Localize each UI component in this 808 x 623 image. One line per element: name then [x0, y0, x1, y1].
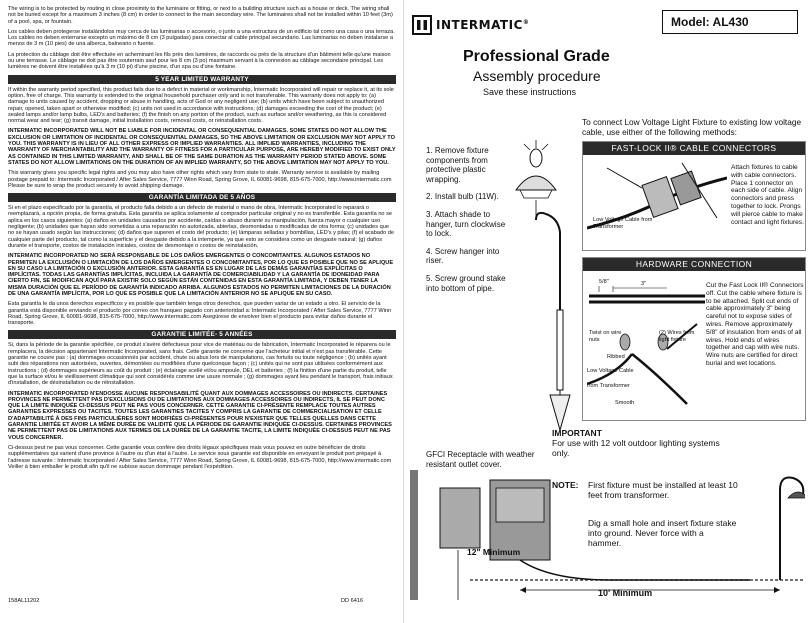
hardware-wiring-diagram	[587, 274, 705, 418]
doc-number: DD 6416	[341, 598, 364, 604]
warranty-es-rights: Esta garantía le da unos derechos específicos y es posible que también tenga otros derechos, que pueden variar de un estado a otro. El servicio de la garantía está disponible enviando el producto por correo con franqueo pagado con anterioridad a: Intermatic Incorporated / After Sales Service, 7777 Winn Road, Spring Grove, IL 60081-9698, 815-675-7000, http://www.intermatic.com Asegúrese de envolver bien el producto para evitar daños durante el transporte.	[8, 301, 392, 327]
ribbed-label: Ribbed	[607, 354, 625, 360]
gfci-label: GFCI Receptacle with weather resistant outlet cover.	[426, 450, 535, 469]
step-5: 5. Screw ground stake into bottom of pipe.	[426, 273, 506, 293]
warranty-heading-en: 5 YEAR LIMITED WARRANTY	[8, 75, 396, 84]
fastlock-connector-diagram	[587, 158, 727, 248]
column-divider	[403, 0, 404, 623]
ten-foot-minimum: 10' Minimum	[598, 588, 653, 598]
warranty-column	[8, 6, 396, 618]
fastlock-cable-label: Low Voltage Cable from Transformer	[593, 217, 653, 230]
warranty-en-rights: This warranty gives you specific legal rights and you may also have other rights which vary from state to state. Warranty service is available by mailing postage prepaid to: Intermatic Incorporated / After Sales Service, 7777 Winn Road, Spring Grove, IL 60081-9698, 815-675-7000, http://www.intermatic.com Please be sure to wrap the product securely to avoid shipping damage.	[8, 170, 392, 189]
warranty-fr-terms: Si, dans la période de la garantie spécifiée, ce produit s'avère défectueux pour vice de matériau ou de fabrication, Intermatic Incorporated le réparera ou le remplacera, la décision appartenant Intermatic Incorporated, sans frais. Cette garantie ne concerne que l'acheteur initial et n'est pas transférable. Cette garantie ne couvre pas : (a) dommages occasionnés par accident, chute ou abus lors de manipulations, cas fortuits ou toute négligence ; (b) unités ayant subi des réparations non autorisées, ouvertes, démontées ou modifiées d'une quelconque façon ; (c) unités qui ne sont pas utilisées conformément aux instructions ; (d) dommages supérieurs au coût du produit ; (e) éclairage scellé et/ou ampoule, DEL et batteries ; (f) la finition d'une partie du produit, telle que la surface et/ou le vieillissement climatique qui sont considérés comme une usure normale ; (g) dommages ayant lieu pendant le transport, frais initiaux d'installation, de désinstallation ou de réinstallation.	[8, 342, 393, 387]
step-1: 1. Remove fixture components from protective plastic wrapping.	[426, 146, 489, 184]
fixture-wires-label: (2) Wires from light fixture	[659, 330, 695, 343]
warranty-en-liability: INTERMATIC INCORPORATED WILL NOT BE LIABLE FOR INCIDENTAL OR CONSEQUENTIAL DAMAGES. SOME STATES DO NOT ALLOW THE EXCLUSION OR LIMITATION OF INCIDENTAL OR CONSEQUENTIAL DAMAGES, SO THE ABOVE LIMITATION OR EXCLUSION MAY NOT APPLY TO YOU. THIS WARRANTY IS IN LIEU OF ALL OTHER EXPRESS OR IMPLIED WARRANTIES. ALL IMPLIED WARRANTIES, INCLUDING THE WARRANTY OF MERCHANTABILITY AND THE WARRANTY OF FITNESS FOR A PARTICULAR PURPOSE, ARE HEREBY MODIFIED TO EXIST ONLY AS CONTAINED IN THIS LIMITED WARRANTY, AND SHALL BE OF THE SAME DURATION AS THE WARRANTY PERIOD STATED ABOVE. SOME STATES DO NOT ALLOW LIMITATIONS ON THE DURATION OF AN IMPLIED WARRANTY, SO THE ABOVE LIMITATION MAY NOT APPLY TO YOU.	[8, 128, 396, 166]
brand-name: INTERMATIC®	[436, 18, 530, 32]
warranty-fr-liability: INTERMATIC INCORPORATED N'ENDOSSE AUCUNE RESPONSABILITÉ QUANT AUX DOMMAGES ACCESSOIRES OU INDIRECTS. CERTAINES PROVINCES NE PERMETTENT PAS D'EXCLUSIONS OU DE LIMITATIONS AUX DOMMAGES ACCESSOIRES OU INDIRECTS, IL SE PEUT DONC QUE LA LIMITE INDIQUÉE CI-DESSUS PEUT NE PAS VOUS CONCERNER. CETTE GARANTIE CI-PRÉSENTE REMPLACE TOUTES AUTRES GARANTIES EXPRESSES OU TACITES. TOUTES LES GARANTIES TACITES Y COMPRIS LA GARANTIE DE COMMERCIALISATION ET CELLE D'ADAPTABILITÉ À DES FINS PARTICULIÈRES SONT MODIFIÉES CI-PRÉSENTES POUR N'EXISTER QUE TELLES QUELLES DANS CETTE GARANTIE LIMITÉE ET AVOIR LA MÊME DURÉE DE VALIDITÉ QUE LA PÉRIODE DE GARANTIE INDIQUÉE CI-DESSUS. CERTAINES PROVINCES NE PERMETTENT PAS DE LIMITATIONS AUX TERMES DE LA DURÉE DE LA GARANTIE TACITE, LA LIMITE INDIQUÉE CI-DESSUS PEUT NE PAS VOUS CONCERNER.	[8, 390, 392, 441]
smooth-label: Smooth	[615, 400, 635, 406]
warranty-heading-fr: GARANTIE LIMITÉE- 5 ANNÉES	[8, 330, 396, 339]
from-transformer-label: from Transformer	[587, 383, 630, 389]
wiring-note-es: Los cables deben protegerse instalándolos muy cerca de las luminarias o accesorio, o junto a una estructura de un edificio tal como una casa o una terraza. Los cables no deben enterrarse excepto un máximo de 8 cm (3 pulgadas) para conectar al cable principal secundario. Las luminarias no deben instalarse a menos de 3 m (10 pies) de una alberca, balneario o fuente.	[8, 28, 395, 48]
important-heading: IMPORTANT	[552, 428, 602, 438]
important-text: For use with 12 volt outdoor lighting systems only.	[552, 438, 720, 458]
step-2: 2. Install bulb (11W).	[426, 192, 499, 202]
warranty-es-terms: Si en el plazo especificado por la garantía, el producto falla debido a un defecto de material o mano de obra, Intermatic Incorporated lo reparará o reemplazará, a opción propia, de forma gratuita. Esta garantía se aplica solamente al comprador particular original y no es transferible. Esta garantía no se aplica en los casos siguientes: (a) daños en unidades causados por accidente, caídas o abuso durante su manipulación, fuerza mayor o cualquier uso negligente; (b) unidades que hayan sido sometidas a una reparación no autorizada, abiertas, desmontadas o modificadas de otra forma; (c) unidades que no se hayan usado según las instrucciones; (d) daños que superen el costo del producto; (e) lámparas selladas y bombillas, LED's y pilas; (f) el acabado de cualquier parte del producto, tal como la superficie y el desgaste debido a la intemperie, ya que esto se considera como un desgaste natural; (g) daños durante el transporte, costos de instalación iniciales, costos de desmontaje o costos de reinstalación.	[8, 205, 395, 249]
connect-instructions: To connect Low Voltage Light Fixture to existing low voltage cable, use either of the following methods:	[582, 117, 802, 137]
wiring-note-fr: La protection du câblage doit être effectuée en acheminant les fils près des lumières, de raccords ou près de la structure d'un bâtiment telle qu'une maison ou une terrasse. Le câblage ne doit pas être souterrain sauf pour les 8 cm (3 po) maximum servant à la connexion au câblage secondaire principal. Les lumières ne doivent être installées qu'à 3 m (10 pi) d'une piscine, d'un spa ou d'une fontaine.	[8, 51, 391, 71]
brand-logo	[412, 14, 529, 36]
twist-wire-nuts-label: Twist on wire nuts	[589, 330, 622, 343]
warranty-fr-rights: Ci-dessus peut ne pas vous concerner. Cette garantie vous confère des droits légaux spécifiques mais vous pouvez en outre bénéficier de droits supplémentaires qui varient d'une province à l'autre ou d'un état à l'autre. Le service sous garantie est disponible en envoyant le produit port prépayé à l'adresse suivante : Intermatic Incorporated / After Sales Service, 7777 Winn Road, Spring Grove, IL 60081-9698, 815-675-7000, http://www.intermatic.com Veiller à bien emballer le produit afin qu'il ne subisse aucun dommage pendant l'expédition.	[8, 444, 392, 470]
fastlock-panel	[582, 141, 806, 251]
exploded-fixture-illustration	[500, 140, 580, 440]
warranty-es-liability: INTERMATIC INCORPORATED NO SERÁ RESPONSABLE DE LOS DAÑOS EMERGENTES O CONCOMITANTES. ALGUNOS ESTADOS NO PERMITEN LA EXCLUSIÓN O LIMITACIÓN DE LOS DAÑOS EMERGENTES O CONCOMITANTES, POR LO QUE ES POSIBLE QUE NO SE APLIQUE EN SU CASO LA LIMITACIÓN O EXCLUSIÓN ANTERIOR. ESTA GARANTÍA ES EN LUGAR DE LAS DEMÁS GARANTÍAS EXPLÍCITAS O IMPLÍCITAS. TODAS LAS GARANTÍAS IMPLÍCITAS, INCLUIDA LA GARANTÍA DE COMERCIABILIDAD Y LA GARANTÍA DE IDONEIDAD PARA CIERTO FIN, SE MODIFICAN AQUÍ PARA EXISTIR SOLO SEGÚN ESTÁN CONTENIDAS EN ESTA GARANTÍA LIMITADA, Y DEBEN TENER LA MISMA DURACIÓN QUE EL PERÍODO DE GARANTÍA INDICADO ARRIBA. ALGUNOS ESTADOS NO PERMITEN LIMITACIONES DE LA DURACIÓN DE UNA GARANTÍA IMPLÍCITA, POR LO QUE ES POSIBLE QUE LA LIMITACIÓN ANTERIOR NO SE APLIQUE EN SU CASO.	[8, 253, 394, 297]
dig-instructions: Dig a small hole and insert fixture stake into ground. Never force with a hammer.	[588, 518, 737, 548]
intermatic-logo-icon	[412, 15, 432, 35]
wiring-note-en: The wiring is to be protected by routing in close proximity to the luminaire or fitting, or next to a building structure such as a house or deck. The wiring shall not be buried except for a maximum 3 inches (8 cm) in order to connect to the main secondary wire. The luminaires shall not be installed within 10 feet (3m) of a pool, spa, or fountain.	[8, 6, 393, 25]
hardware-heading: HARDWARE CONNECTION	[583, 258, 805, 271]
note-label: NOTE:	[552, 480, 579, 490]
step-3: 3. Attach shade to hanger, turn clockwise to lock.	[426, 209, 506, 239]
twelve-inch-minimum: 12" Minimum	[467, 547, 521, 557]
dimension-five-eighths: 5/8"	[599, 279, 609, 285]
warranty-en-terms: If within the warranty period specified, this product fails due to a defect in material or workmanship, Intermatic Incorporated will repair or replace it, at its sole option, free of charge. This warranty is extended to the original household purchaser only and is not transferable. This warranty does not apply to: (a) damage to units caused by accident, dropping or abuse in handling, acts of God or any negligent use; (b) units which have been subject to unauthorized repair, opened, taken apart or otherwise modified; (c) units not used in accordance with instructions; (d) damages exceeding the cost of the product; (e) sealed lamps and/or lamp bulbs, LED's and batteries; (f) the finish on any portion of the product, such as surface and/or weathering, as this is considered normal wear and tear; (g) transit damage, initial installation costs, removal costs, or reinstallation costs.	[8, 86, 394, 125]
part-number: 158AL11202	[8, 598, 40, 604]
important-note	[552, 428, 732, 458]
fastlock-description: Attach fixtures to cable with cable connectors. Place 1 connector on each side of cable. Align connectors and press together to lock. Prongs will pierce cable to make contact and light fixtures.	[731, 164, 804, 226]
page-title: Professional Grade	[463, 48, 610, 65]
warranty-heading-es: GARANTÍA LIMITADA DE 5 AÑOS	[8, 193, 396, 202]
save-instructions: Save these instructions	[483, 87, 577, 97]
low-voltage-cable-label: Low Voltage Cable	[587, 368, 634, 374]
page-subtitle: Assembly procedure	[473, 68, 601, 84]
dimension-three-inch: 3"	[641, 281, 647, 287]
model-number: Model: AL430	[662, 10, 798, 34]
hardware-description: Cut the Fast Lock II® Connectors off. Cut the cable where fixture is to be attached. Split cut ends of cable approximately 3" being careful not to expose sides of wires. Remove approximately 5/8" of insulation from ends of all wires. Hold ends of wires together and cap with wire nuts. Wire nuts are certified for direct burial and wet locations.	[706, 282, 804, 367]
hardware-panel	[582, 257, 806, 421]
fastlock-heading: FAST-LOCK II® CABLE CONNECTORS	[583, 142, 805, 155]
note-text: First fixture must be installed at least 10 feet from transformer.	[588, 480, 738, 500]
step-4: 4. Screw hanger into riser.	[426, 246, 500, 266]
